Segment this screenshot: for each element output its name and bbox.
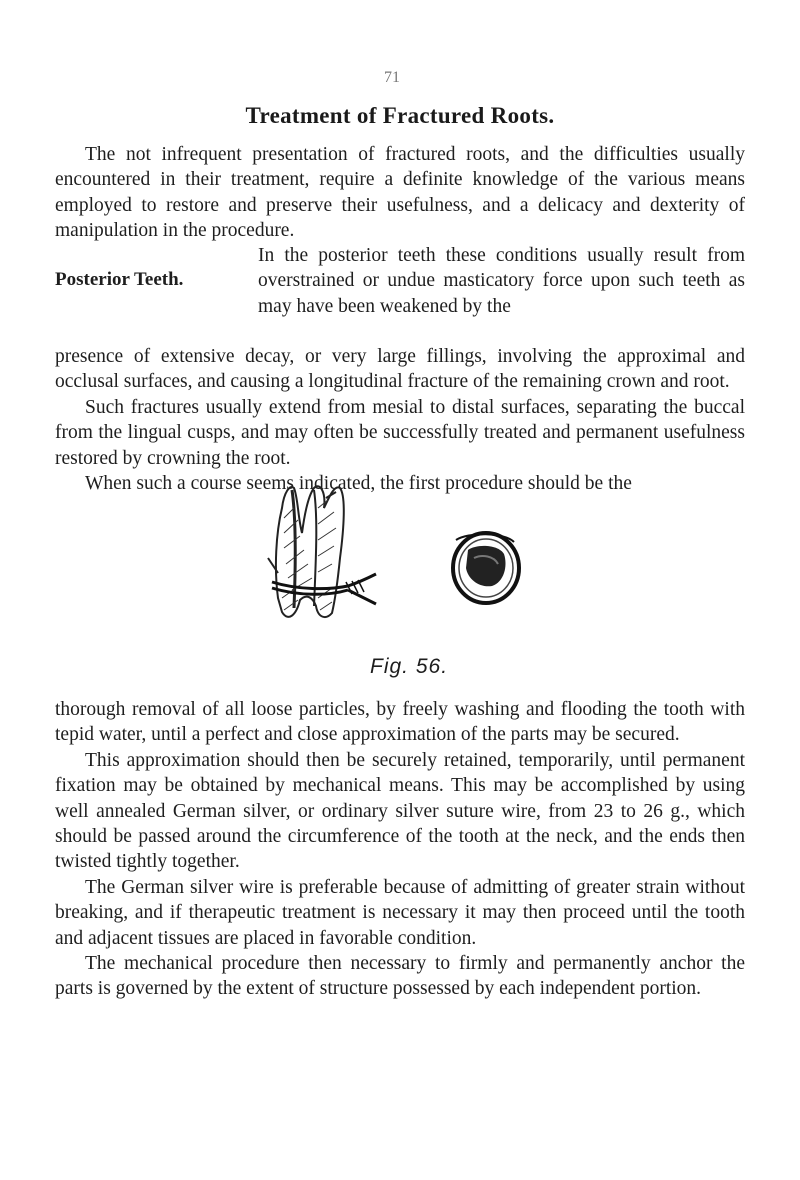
paragraph-3: Such fractures usually extend from mesial to distal surfaces, separating the buccal from the lingual cusps, and may often be successfully treated and permanent usefulness restored by crowning the root. xyxy=(55,396,745,469)
paragraph-6: The German silver wire is preferable because of admitting of greater strain without breaking, and if therapeutic treatment is necessary it may then proceed until the tooth and adjacent tissues are placed in favorable condition. xyxy=(55,876,745,949)
paragraph-block-1 xyxy=(55,142,745,244)
paragraph-block-3 xyxy=(55,697,745,1002)
paragraph-2-rest: presence of extensive decay, or very large fillings, involving the approximal and occlusal surfaces, and causing a longitudinal fracture of the remaining crown and root. xyxy=(55,346,745,393)
paragraph-4-continued: thorough removal of all loose particles, by freely washing and flooding the tooth with tepid water, until a perfect and close approximation of the parts may be secured. xyxy=(55,699,745,746)
page-number: 71 xyxy=(384,69,400,86)
fractured-molar-with-wire-icon xyxy=(248,478,558,628)
paragraph-7: The mechanical procedure then necessary to firmly and permanently anchor the parts is governed by the extent of structure possessed by each independent portion. xyxy=(55,953,745,1000)
paragraph-2-start: In the posterior teeth these conditions usually result from overstrained or undue masticatory force upon such teeth as may have been weakened by the xyxy=(258,245,745,317)
paragraph-block-2 xyxy=(55,344,745,496)
figure-56 xyxy=(248,478,558,628)
margin-sidenote: Posterior Teeth. xyxy=(55,269,184,290)
sidenote-block xyxy=(55,243,745,319)
page-heading: Treatment of Fractured Roots. xyxy=(245,103,555,128)
paragraph-5: This approximation should then be securely retained, temporarily, until permanent fixation may be obtained by mechanical means. This may be accomplished by using well annealed German silver, or ordinary silver suture wire, from 23 to 26 g., which should be passed around the circumference of the tooth at the neck, and the ends then twisted tightly together. xyxy=(55,749,745,873)
wired-tooth-cross-section-icon xyxy=(453,533,519,603)
paragraph-4-start: When such a course seems indicated, the first procedure should be the xyxy=(85,473,632,495)
figure-caption: Fig. 56. xyxy=(370,655,449,678)
paragraph-1: The not infrequent presentation of fractured roots, and the difficulties usually encountered in their treatment, require a definite knowledge of the various means employed to restore and preserve their usefulness, and a delicacy and dexterity of manipulation in the procedure. xyxy=(55,144,745,242)
